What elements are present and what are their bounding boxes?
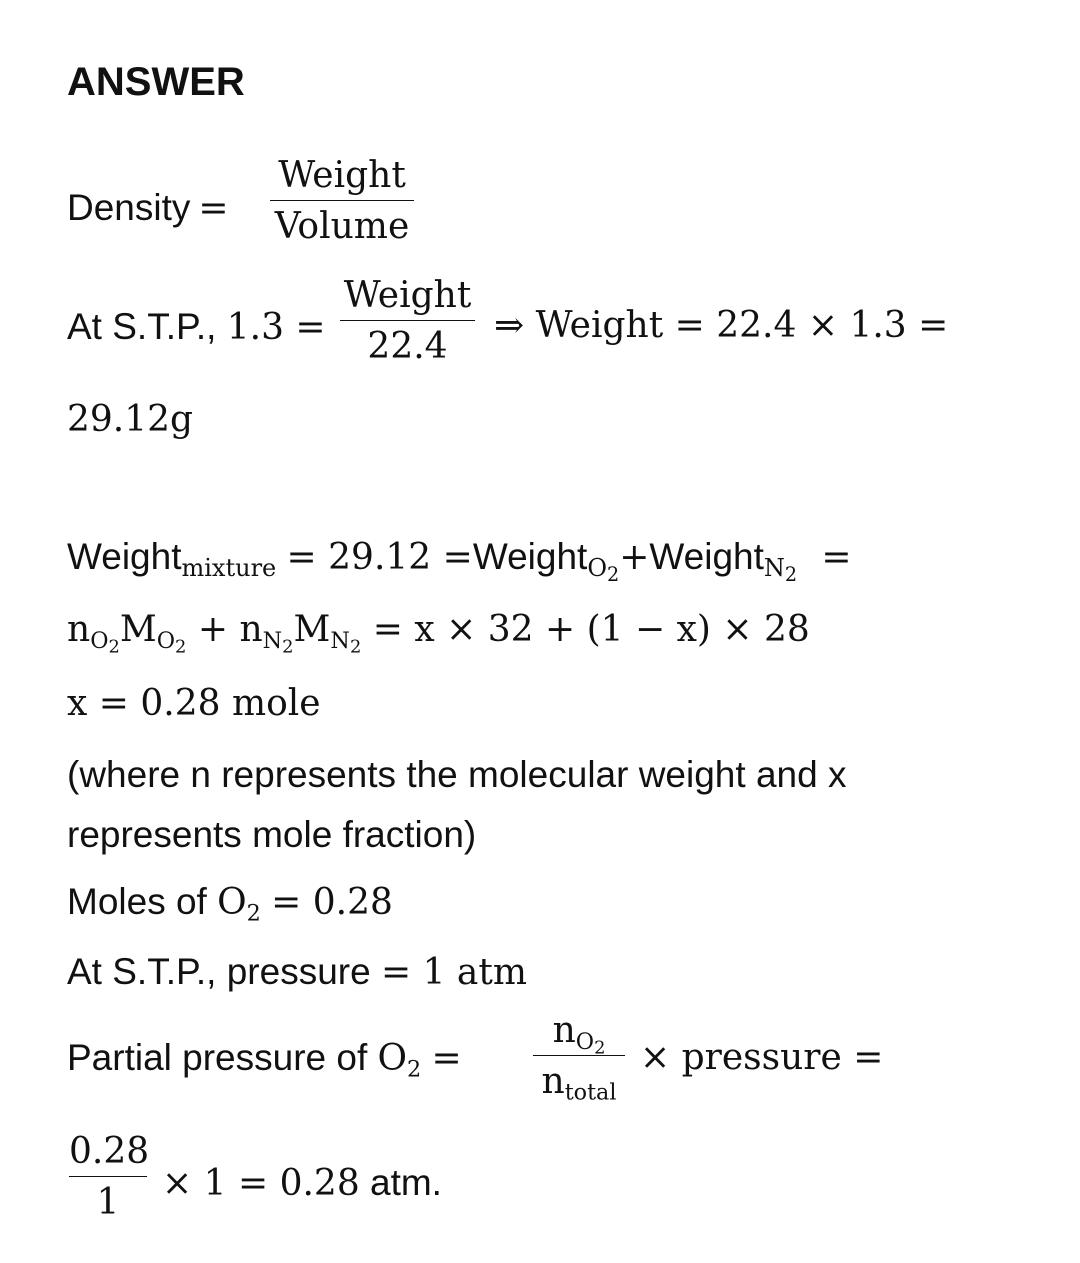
mixture-end: = xyxy=(821,537,852,578)
mixture-sub1: O xyxy=(587,554,607,583)
final-fraction xyxy=(69,1131,150,1223)
note-line-2: represents mole fraction) xyxy=(67,814,477,855)
partial-label: Partial pressure of xyxy=(67,1037,368,1078)
moles-o2-species xyxy=(217,882,261,927)
o-symbol: O xyxy=(377,1038,408,1079)
stp-rhs: ⇒ Weight = 22.4 × 1.3 = xyxy=(494,305,949,346)
density-label xyxy=(67,189,229,227)
partial-numerator xyxy=(533,1010,625,1059)
stp-fraction-bar xyxy=(340,320,475,321)
final-line xyxy=(162,1164,442,1202)
sub-2: 2 xyxy=(282,636,294,658)
sub-2: 2 xyxy=(349,636,362,658)
density-eq: = xyxy=(198,188,229,229)
partial-rhs: × pressure = xyxy=(640,1037,884,1078)
partial-species xyxy=(377,1038,422,1083)
stp-line xyxy=(67,308,326,346)
mixture-term2: Weight xyxy=(649,536,764,577)
x-value: x = 0.28 mole xyxy=(67,683,321,724)
mixture-sub1b: 2 xyxy=(607,562,620,586)
moles-rhs: = x × 32 + (1 − x) × 28 xyxy=(372,609,810,650)
o-symbol: O xyxy=(217,882,247,923)
sub-total: total xyxy=(564,1079,617,1106)
moles-o2-line xyxy=(67,881,393,927)
stp-result: 29.12g xyxy=(67,399,194,440)
answer-heading: ANSWER xyxy=(67,60,245,104)
m-o2-symbol: M xyxy=(119,609,157,650)
final-unit: atm. xyxy=(370,1162,442,1203)
mixture-sub2b: 2 xyxy=(784,562,798,586)
sub-n: N xyxy=(330,627,350,654)
final-rhs: × 1 = 0.28 xyxy=(162,1163,360,1204)
sub-2: 2 xyxy=(175,636,187,658)
pressure-value: = 1 atm xyxy=(380,952,527,993)
sub-n: N xyxy=(262,627,283,654)
stp-fraction xyxy=(340,275,475,367)
sub-o: O xyxy=(90,627,109,654)
o-subscript: 2 xyxy=(407,1056,422,1083)
n-n2-symbol: n xyxy=(239,609,263,650)
stp-lhs: 1.3 = xyxy=(226,307,326,348)
final-fraction-bar xyxy=(69,1176,147,1177)
stp-numerator: Weight xyxy=(343,275,472,316)
moles-o2-value: = 0.28 xyxy=(271,882,393,923)
m-n2-symbol: M xyxy=(293,609,331,650)
mixture-line xyxy=(67,536,852,586)
density-word: Density xyxy=(67,187,191,228)
o-subscript: 2 xyxy=(246,900,261,927)
mixture-sub: mixture xyxy=(181,554,277,583)
mixture-mid: = 29.12 = xyxy=(286,537,473,578)
final-denominator: 1 xyxy=(96,1182,120,1223)
partial-fraction xyxy=(533,1010,625,1106)
partial-fraction-bar xyxy=(533,1055,625,1056)
density-fraction xyxy=(270,155,414,247)
density-denominator: Volume xyxy=(274,206,410,247)
pressure-line xyxy=(67,953,527,991)
pressure-label: At S.T.P., pressure xyxy=(67,951,371,992)
final-numerator: 0.28 xyxy=(69,1131,150,1172)
sub-2: 2 xyxy=(594,1037,606,1059)
density-numerator: Weight xyxy=(278,155,406,196)
n-symbol: n xyxy=(552,1010,576,1051)
stp-denominator: 22.4 xyxy=(367,326,448,367)
mixture-plus: + xyxy=(619,537,650,578)
partial-line xyxy=(67,1037,462,1083)
note-line-1: (where n represents the molecular weight and x xyxy=(67,754,847,795)
moles-o2-label: Moles of xyxy=(67,881,207,922)
moles-equation xyxy=(67,609,810,658)
n-o2-symbol: n xyxy=(67,609,91,650)
n-symbol: n xyxy=(541,1061,565,1102)
density-fraction-bar xyxy=(270,200,414,201)
sub-2: 2 xyxy=(108,636,120,658)
mixture-label: Weight xyxy=(67,536,182,577)
plus-sign: + xyxy=(197,609,228,650)
sub-o: O xyxy=(156,627,176,654)
sub-o: O xyxy=(575,1028,595,1055)
partial-denominator xyxy=(533,1061,625,1106)
stp-prefix: At S.T.P., xyxy=(67,306,217,347)
mixture-term1: Weight xyxy=(472,536,588,577)
mixture-sub2: N xyxy=(763,554,785,583)
partial-eq: = xyxy=(431,1038,462,1079)
